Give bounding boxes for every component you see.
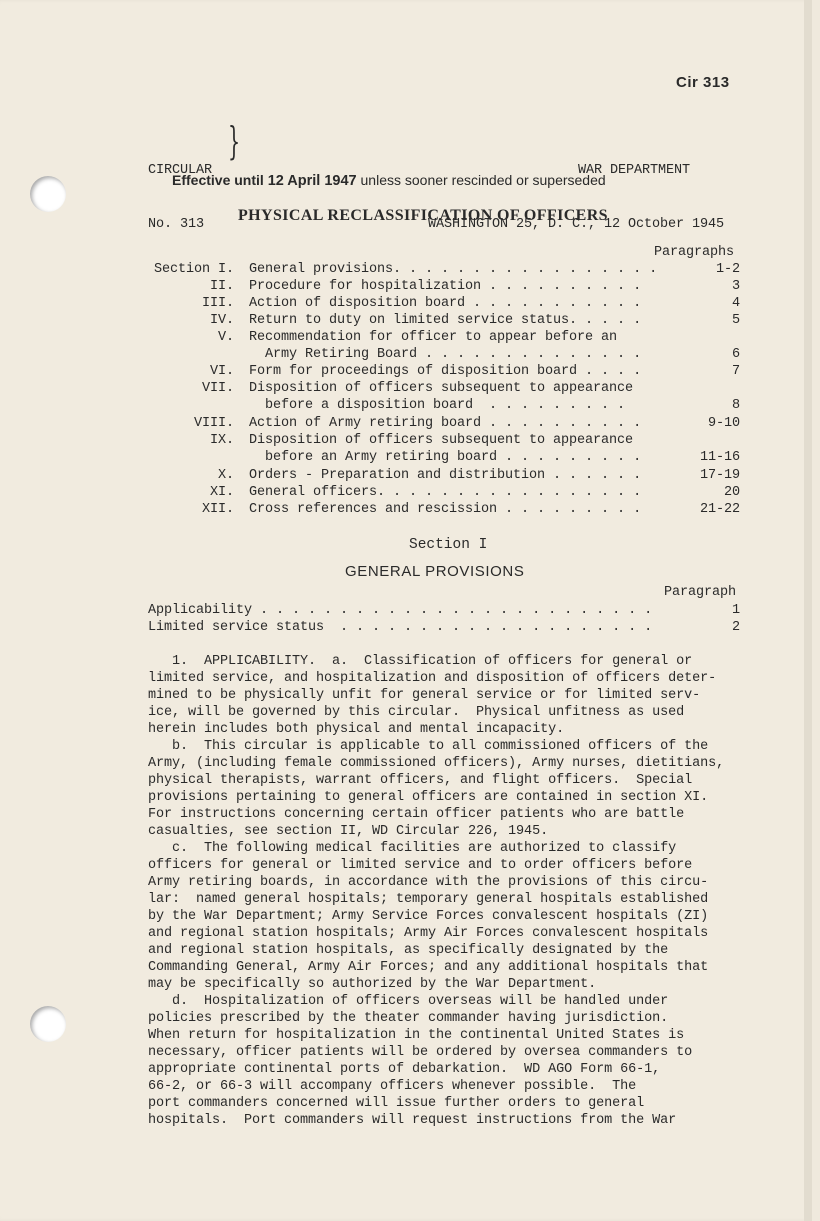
- toc-section-title: Disposition of officers subsequent to appearance: [249, 381, 634, 396]
- toc-section-num: XII.: [201, 502, 234, 517]
- body-line: d. Hospitalization of officers overseas will be handled under: [148, 994, 669, 1009]
- toc-section-num: II.: [209, 279, 234, 294]
- body-line: limited service, and hospitalization and disposition of officers deter-: [148, 671, 717, 686]
- toc-row: [146, 485, 746, 502]
- body-line: c. The following medical facilities are authorized to classify: [148, 841, 677, 856]
- toc-section-num: IV.: [209, 313, 234, 328]
- body-line: physical therapists, warrant officers, and flight officers. Special: [148, 773, 693, 788]
- page-edge: [804, 0, 812, 1221]
- toc-row: [146, 502, 746, 519]
- toc-section-title: before an Army retiring board . . . . . . . . .: [249, 450, 642, 465]
- punch-hole-bottom: [30, 1006, 66, 1042]
- body-line: For instructions concerning certain officer patients who are battle: [148, 807, 685, 822]
- toc-section-title: Action of disposition board . . . . . . . . . . .: [249, 296, 642, 311]
- department-name: WAR DEPARTMENT: [578, 163, 691, 178]
- toc-row: [146, 364, 746, 381]
- paragraph-heading: Paragraph: [664, 585, 737, 600]
- circular-label: CIRCULAR: [148, 163, 213, 178]
- toc-paragraphs: 20: [723, 485, 740, 500]
- body-line: necessary, officer patients will be ordered by oversea commanders to: [148, 1045, 693, 1060]
- body-line: 66-2, or 66-3 will accompany officers whenever possible. The: [148, 1079, 637, 1094]
- location-date: WASHINGTON 25, D. C., 12 October 1945: [428, 217, 725, 232]
- toc-section-num: XI.: [209, 485, 234, 500]
- section-index-row: [148, 620, 746, 637]
- toc-row: [146, 330, 746, 347]
- section-title: GENERAL PROVISIONS: [345, 563, 525, 580]
- toc-section-num: V.: [217, 330, 234, 345]
- toc-heading: Paragraphs: [654, 245, 735, 260]
- punch-hole-top: [30, 176, 66, 212]
- body-line: and regional station hospitals; Army Air Forces convalescent hospitals: [148, 926, 709, 941]
- body-line: provisions pertaining to general officers are contained in section XI.: [148, 790, 709, 805]
- circular-number-header: Cir 313: [676, 74, 730, 91]
- toc-section-num: VIII.: [193, 416, 234, 431]
- section-label: Section I: [409, 537, 488, 553]
- toc-paragraphs: 1-2: [715, 262, 740, 277]
- toc-section-num: VII.: [201, 381, 234, 396]
- toc-section-num: Section I.: [153, 262, 234, 277]
- toc-paragraphs: 7: [731, 364, 740, 379]
- toc-row: [146, 450, 746, 467]
- toc-paragraphs: 17-19: [699, 468, 740, 483]
- circular-id-block: [148, 126, 212, 270]
- toc-paragraphs: 11-16: [699, 450, 740, 465]
- section-index-par: 1: [731, 603, 740, 618]
- toc-row: [146, 313, 746, 330]
- effective-prefix: Effective until: [172, 172, 264, 188]
- body-line: lar: named general hospitals; temporary general hospitals established: [148, 892, 709, 907]
- toc-section-title: Disposition of officers subsequent to appearance: [249, 433, 634, 448]
- body-line: When return for hospitalization in the continental United States is: [148, 1028, 685, 1043]
- toc-section-title: Orders - Preparation and distribution . . . . . .: [249, 468, 642, 483]
- section-index-par: 2: [731, 620, 740, 635]
- toc-section-num: III.: [201, 296, 234, 311]
- toc-section-title: Procedure for hospitalization . . . . . . . . . .: [249, 279, 642, 294]
- body-line: casualties, see section II, WD Circular 226, 1945.: [148, 824, 549, 839]
- section-index-row: [148, 603, 746, 620]
- toc-row: [146, 381, 746, 398]
- toc-row: [146, 398, 746, 415]
- body-line: officers for general or limited service and to order officers before: [148, 858, 693, 873]
- brace-glyph: }: [228, 119, 241, 163]
- effective-line: [172, 172, 606, 189]
- toc-section-title: before a disposition board . . . . . . . . .: [249, 398, 626, 413]
- body-line: Army retiring boards, in accordance with the provisions of this circu-: [148, 875, 709, 890]
- toc-paragraphs: 6: [731, 347, 740, 362]
- toc-row: [146, 262, 746, 279]
- toc-paragraphs: 4: [731, 296, 740, 311]
- toc-paragraphs: 21-22: [699, 502, 740, 517]
- toc-section-title: Recommendation for officer to appear before an: [249, 330, 618, 345]
- body-line: b. This circular is applicable to all commissioned officers of the: [148, 739, 709, 754]
- body-line: port commanders concerned will issue further orders to general: [148, 1096, 645, 1111]
- effective-date: 12 April 1947: [267, 173, 357, 189]
- body-line: hospitals. Port commanders will request instructions from the War: [148, 1113, 677, 1128]
- effective-suffix: unless sooner rescinded or superseded: [360, 172, 606, 188]
- toc-section-num: IX.: [209, 433, 234, 448]
- toc-section-title: Cross references and rescission . . . . . . . . .: [249, 502, 642, 517]
- toc-row: [146, 347, 746, 364]
- toc-section-title: Form for proceedings of disposition board . . . .: [249, 364, 642, 379]
- body-line: 1. APPLICABILITY. a. Classification of officers for general or: [148, 654, 693, 669]
- body-line: by the War Department; Army Service Forces convalescent hospitals (ZI): [148, 909, 709, 924]
- body-line: appropriate continental ports of debarkation. WD AGO Form 66-1,: [148, 1062, 661, 1077]
- circular-no: No. 313: [148, 217, 205, 232]
- toc-paragraphs: 3: [731, 279, 740, 294]
- toc-section-title: Return to duty on limited service status. . . . .: [249, 313, 642, 328]
- toc-section-title: General provisions. . . . . . . . . . . . . . . . .: [249, 262, 658, 277]
- toc-paragraphs: 8: [731, 398, 740, 413]
- toc-row: [146, 433, 746, 450]
- toc-section-title: Army Retiring Board . . . . . . . . . . . . . .: [249, 347, 642, 362]
- body-line: Commanding General, Army Air Forces; and any additional hospitals that: [148, 960, 709, 975]
- body-line: policies prescribed by the theater commander having jurisdiction.: [148, 1011, 669, 1026]
- toc-paragraphs: 5: [731, 313, 740, 328]
- toc-row: [146, 468, 746, 485]
- body-line: mined to be physically unfit for general service or for limited serv-: [148, 688, 701, 703]
- toc-row: [146, 416, 746, 433]
- toc-section-title: General officers. . . . . . . . . . . . . . . . .: [249, 485, 642, 500]
- body-line: herein includes both physical and mental incapacity.: [148, 722, 565, 737]
- document-title: PHYSICAL RECLASSIFICATION OF OFFICERS: [238, 207, 608, 224]
- body-line: Army, (including female commissioned officers), Army nurses, dietitians,: [148, 756, 725, 771]
- toc-section-num: VI.: [209, 364, 234, 379]
- toc-paragraphs: 9-10: [707, 416, 740, 431]
- body-line: may be specifically so authorized by the War Department.: [148, 977, 597, 992]
- section-index-text: Limited service status . . . . . . . . . . . . . . . . . . . .: [148, 620, 653, 635]
- body-line: and regional station hospitals, as specifically designated by the: [148, 943, 669, 958]
- body-line: ice, will be governed by this circular. Physical unfitness as used: [148, 705, 685, 720]
- section-index-text: Applicability . . . . . . . . . . . . . . . . . . . . . . . . .: [148, 603, 653, 618]
- toc-section-num: X.: [217, 468, 234, 483]
- toc-row: [146, 279, 746, 296]
- toc-section-title: Action of Army retiring board . . . . . . . . . .: [249, 416, 642, 431]
- toc-row: [146, 296, 746, 313]
